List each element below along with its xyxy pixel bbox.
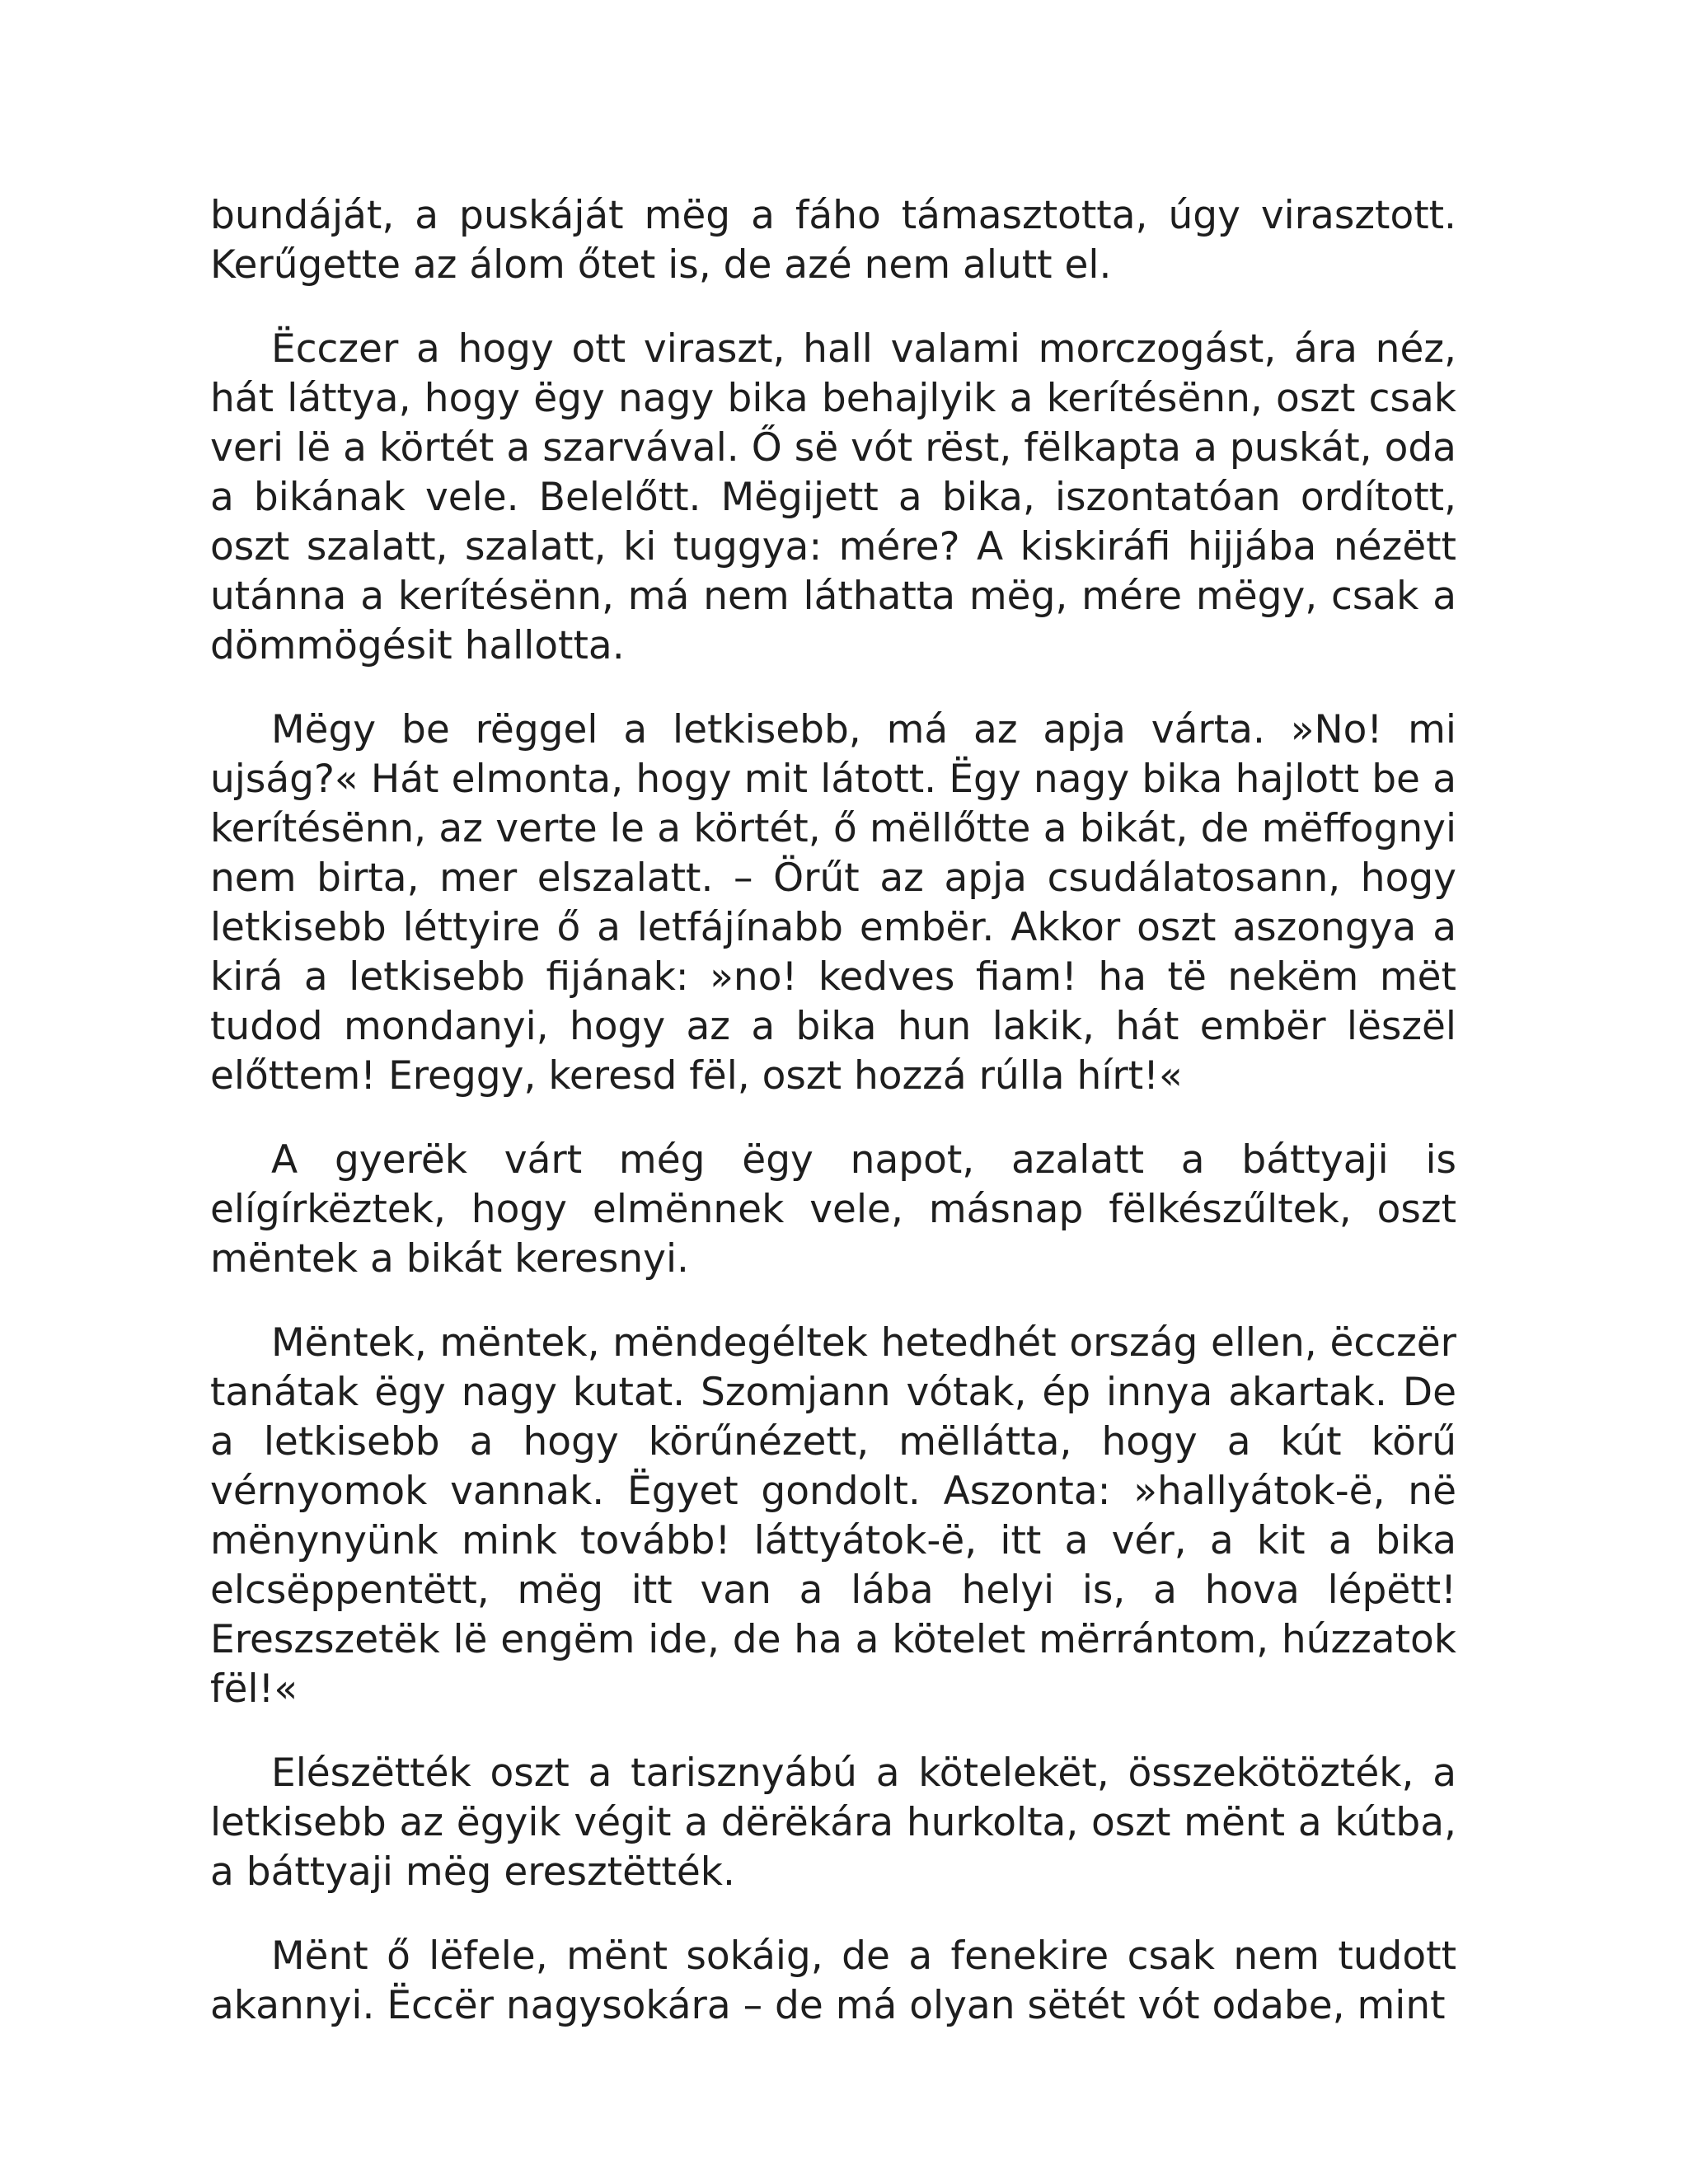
- paragraph: Mëgy be rëggel a letkisebb, má az apja várta. »No! mi ujság?« Hát elmonta, hogy mit látott. Ëgy nagy bika hajlott be a kerítésënn, az verte le a körtét, ő mëllőtte a bikát, de mëffognyi nem birta, mer elszalatt. – Örűt az apja csudálatosann, hogy letkisebb léttyire ő a letfájínabb embër. Akkor oszt aszongya a kirá a letkisebb fijának: »no! kedves fiam! ha të nekëm mët tudod mondanyi, hogy az a bika hun lakik, hát embër lëszël előttem! Ereggy, keresd fël, oszt hozzá rúlla hírt!«: [210, 707, 1456, 1099]
- paragraph: bundáját, a puskáját mëg a fáho támasztotta, úgy virasztott. Kerűgette az álom őtet is, de azé nem alutt el.: [210, 193, 1456, 288]
- paragraph: Mënt ő lëfele, mënt sokáig, de a fenekire csak nem tudott akannyi. Ëccër nagysokára – de má olyan sëtét vót odabe, mint: [210, 1933, 1456, 2028]
- paragraph: Ëcczer a hogy ott viraszt, hall valami morczogást, ára néz, hát láttya, hogy ëgy nagy bika behajlyik a kerítésënn, oszt csak veri lë a körtét a szarvával. Ő së vót rëst, fëlkapta a puskát, oda a bikának vele. Belelőtt. Mëgijett a bika, iszontatóan ordított, oszt szalatt, szalatt, ki tuggya: mére? A kiskiráfi hijjába nézëtt utánna a kerítésënn, má nem láthatta mëg, mére mëgy, csak a dömmögésit hallotta.: [210, 326, 1456, 668]
- document-page: [210, 191, 1456, 2065]
- paragraph: Mëntek, mëntek, mëndegéltek hetedhét ország ellen, ëcczër tanátak ëgy nagy kutat. Szomjann vótak, ép innya akartak. De a letkisebb a hogy körűnézett, mëllátta, hogy a kút körű vérnyomok vannak. Ëgyet gondolt. Aszonta: »hallyátok-ë, në mënynyünk mink tovább! láttyátok-ë, itt a vér, a kit a bika elcsëppentëtt, mëg itt van a lába helyi is, a hova lépëtt! Ereszszetëk lë engëm ide, de ha a kötelet mërrántom, húzzatok fël!«: [210, 1320, 1456, 1712]
- paragraph: A gyerëk várt még ëgy napot, azalatt a báttyaji is elígírkëztek, hogy elmënnek vele, másnap fëlkészűltek, oszt mëntek a bikát keresnyi.: [210, 1137, 1456, 1282]
- paragraph: Elészëtték oszt a tarisznyábú a kötelekët, összekötözték, a letkisebb az ëgyik végit a dërëkára hurkolta, oszt mënt a kútba, a báttyaji mëg eresztëtték.: [210, 1750, 1456, 1895]
